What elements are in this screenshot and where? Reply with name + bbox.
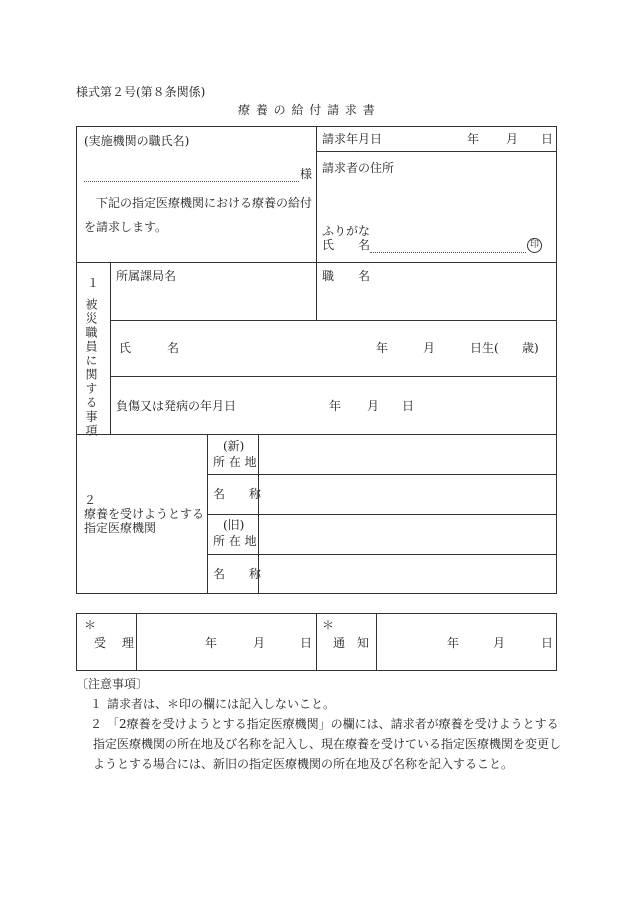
old-tag: (旧) xyxy=(223,518,245,532)
date-year: 年 xyxy=(467,132,480,146)
notify-label: 通 知 xyxy=(333,636,370,650)
asterisk-receive: ＊ xyxy=(84,618,97,632)
birth-day: 日生( xyxy=(470,341,499,355)
old-name-label: 名 称 xyxy=(213,567,262,581)
birth-month: 月 xyxy=(423,341,436,355)
section1-number: １ xyxy=(87,276,100,290)
note2-line2: 指定医療機関の所在地及び名称を記入し、現在療養を受けている指定医療機関を変更し xyxy=(93,737,562,751)
new-tag: (新) xyxy=(223,439,245,453)
requester-name-label: 氏 名 xyxy=(322,238,371,252)
request-date-label: 請求年月日 xyxy=(322,132,383,146)
new-name-label: 名 称 xyxy=(213,487,262,501)
receive-month: 月 xyxy=(253,636,266,650)
receive-day: 日 xyxy=(300,636,313,650)
post-label: 職 名 xyxy=(322,269,371,283)
page-title: 療 養 の 給 付 請 求 書 xyxy=(238,103,376,117)
request-body-line1: 下記の指定医療機関における療養の給付 xyxy=(96,196,313,210)
new-address-label: 所 在 地 xyxy=(213,455,257,469)
age-label: 歳) xyxy=(522,341,539,355)
receive-label: 受 理 xyxy=(94,636,134,650)
injury-month: 月 xyxy=(367,399,380,413)
section2-label-line1: 療養を受けようとする xyxy=(84,507,205,521)
employee-name-label: 氏 名 xyxy=(119,341,180,355)
injury-year: 年 xyxy=(329,399,342,413)
notify-year: 年 xyxy=(447,636,460,650)
note2-line1: 「2療養を受けようとする指定医療機関」の欄には、請求者が療養を受けようとする xyxy=(107,717,559,731)
dept-label: 所属課局名 xyxy=(116,269,177,283)
address-label: 請求者の住所 xyxy=(322,161,395,175)
sama-label: 様 xyxy=(300,167,313,181)
injury-day: 日 xyxy=(402,399,415,413)
furigana-label: ふりがな xyxy=(322,224,371,238)
requester-name-line[interactable] xyxy=(370,252,526,253)
seal-mark: 印 xyxy=(527,238,542,253)
note2-number: ２ xyxy=(90,717,103,731)
section2-number: ２ xyxy=(84,493,97,507)
form-number: 様式第２号(第８条関係) xyxy=(76,85,206,99)
request-body-line2: を請求します。 xyxy=(84,220,168,234)
notify-month: 月 xyxy=(493,636,506,650)
note1-number: １ xyxy=(90,697,103,711)
notes-heading: 〔注意事項〕 xyxy=(76,677,149,691)
date-month: 月 xyxy=(506,132,519,146)
injury-date-label: 負傷又は発病の年月日 xyxy=(116,399,237,413)
notify-day: 日 xyxy=(541,636,554,650)
note2-line3: ようとする場合には、新旧の指定医療機関の所在地及び名称を記入すること。 xyxy=(93,757,514,771)
institution-name-line[interactable] xyxy=(84,181,299,182)
asterisk-notify: ＊ xyxy=(322,618,335,632)
institution-label: (実施機関の職氏名) xyxy=(84,134,190,148)
section1-label: 被災職員に関する事項 xyxy=(84,298,98,438)
birth-year: 年 xyxy=(376,341,389,355)
date-day: 日 xyxy=(541,132,554,146)
section2-label-line2: 指定医療機関 xyxy=(84,521,157,535)
note1-text: 請求者は、＊印の欄には記入しないこと。 xyxy=(107,697,336,711)
receive-year: 年 xyxy=(205,636,218,650)
old-address-label: 所 在 地 xyxy=(213,534,257,548)
